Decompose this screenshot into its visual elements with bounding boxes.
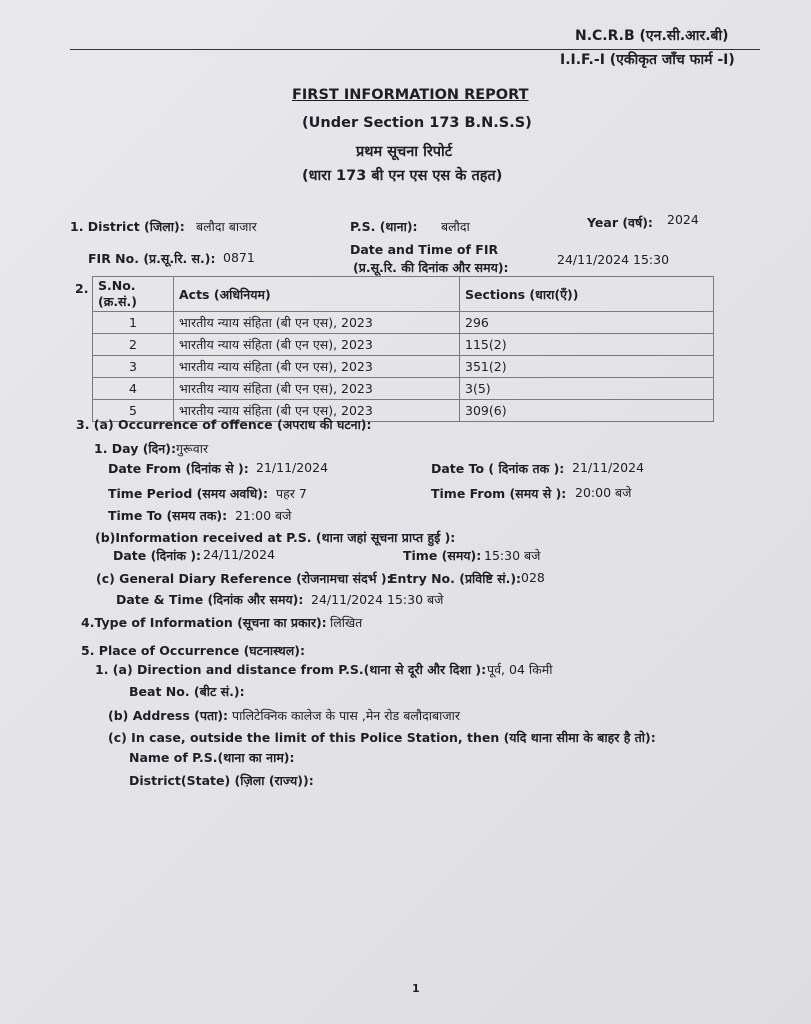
year-label: Year (वर्ष):	[587, 215, 653, 230]
section-cell: 309(6)	[460, 400, 714, 422]
time-period-label: Time Period (समय अवधि):	[108, 486, 269, 501]
fir-datetime-label-hi: (प्र.सू.रि. की दिनांक और समय):	[353, 260, 509, 275]
form-code-header: I.I.F.-I (एकीकृत जाँच फार्म -I)	[560, 52, 735, 68]
time-from-value: 20:00 बजे	[575, 485, 632, 500]
day-value: गुरूवार	[176, 441, 209, 456]
info-date-label: Date (दिनांक ):	[113, 548, 202, 563]
document-title-hi: प्रथम सूचना रिपोर्ट	[356, 144, 453, 160]
fir-number-value: 0871	[223, 250, 255, 265]
info-type-label: 4.Type of Information (सूचना का प्रकार):	[81, 615, 327, 630]
sno-cell: 4	[93, 378, 174, 400]
place-heading: 5. Place of Occurrence (घटनास्थल):	[81, 643, 305, 658]
occurrence-heading: 3. (a) Occurrence of offence (अपराध की घटना):	[76, 417, 372, 432]
time-to-value: 21:00 बजे	[235, 508, 292, 523]
section-cell: 3(5)	[460, 378, 714, 400]
date-to-value: 21/11/2024	[572, 460, 645, 475]
section-cell: 351(2)	[460, 356, 714, 378]
fir-number-label: FIR No. (प्र.सू.रि. स.):	[88, 251, 216, 266]
act-cell: भारतीय न्याय संहिता (बी एन एस), 2023	[174, 312, 460, 334]
document-subtitle-en: (Under Section 173 B.N.S.S)	[302, 115, 532, 131]
info-date-value: 24/11/2024	[203, 547, 276, 562]
sections-header: Sections (धारा(एँ))	[460, 277, 714, 312]
gd-entry-value: 028	[521, 570, 545, 585]
sno-cell: 3	[93, 356, 174, 378]
sno-cell: 5	[93, 400, 174, 422]
district-label: 1. District (जिला):	[70, 219, 185, 234]
info-type-value: लिखित	[330, 615, 363, 630]
act-cell: भारतीय न्याय संहिता (बी एन एस), 2023	[174, 356, 460, 378]
time-from-label: Time From (समय से ):	[431, 486, 567, 501]
acts-header: Acts (अधिनियम)	[174, 277, 460, 312]
ps-name-label: Name of P.S.(थाना का नाम):	[129, 750, 295, 765]
district-state-label: District(State) (ज़िला (राज्य)):	[129, 773, 314, 788]
info-time-value: 15:30 बजे	[484, 548, 541, 563]
sno-header: S.No. (क्र.सं.)	[93, 277, 174, 312]
section-2-number: 2.	[75, 281, 89, 296]
page-number: 1	[412, 982, 420, 995]
table-row	[93, 334, 714, 356]
day-label: 1. Day (दिन):	[94, 441, 176, 456]
document-title: FIRST INFORMATION REPORT	[292, 87, 529, 103]
act-cell: भारतीय न्याय संहिता (बी एन एस), 2023	[174, 400, 460, 422]
table-row	[93, 378, 714, 400]
direction-distance-value: पूर्व, 04 किमी	[487, 662, 553, 677]
fir-datetime-label: Date and Time of FIR	[350, 242, 499, 257]
table-row	[93, 312, 714, 334]
gd-reference-label: (c) General Diary Reference (रोजनामचा संदर्भ ):	[96, 571, 392, 586]
address-label: (b) Address (पता):	[108, 708, 229, 723]
year-value: 2024	[667, 212, 699, 227]
ps-label: P.S. (थाना):	[350, 219, 418, 234]
ps-value: बलौदा	[441, 219, 470, 234]
acts-sections-table	[92, 276, 714, 422]
ncrb-header: N.C.R.B (एन.सी.आर.बी)	[575, 28, 729, 44]
date-from-value: 21/11/2024	[256, 460, 329, 475]
direction-distance-label: 1. (a) Direction and distance from P.S.(थाना से दूरी और दिशा ):	[95, 662, 487, 677]
info-time-label: Time (समय):	[403, 548, 482, 563]
gd-entry-label: Entry No. (प्रविष्टि सं.):	[389, 571, 522, 586]
table-row	[93, 356, 714, 378]
act-cell: भारतीय न्याय संहिता (बी एन एस), 2023	[174, 334, 460, 356]
outside-limit-label: (c) In case, outside the limit of this Police Station, then (यदि थाना सीमा के बाहर है तो):	[108, 730, 656, 745]
table-header-row	[93, 277, 714, 312]
time-to-label: Time To (समय तक):	[108, 508, 228, 523]
time-period-value: पहर 7	[276, 486, 307, 501]
act-cell: भारतीय न्याय संहिता (बी एन एस), 2023	[174, 378, 460, 400]
gd-datetime-label: Date & Time (दिनांक और समय):	[116, 592, 304, 607]
fir-datetime-value: 24/11/2024 15:30	[557, 252, 670, 267]
date-to-label: Date To ( दिनांक तक ):	[431, 461, 565, 476]
district-value: बलौदा बाजार	[196, 219, 257, 234]
sno-cell: 1	[93, 312, 174, 334]
sno-cell: 2	[93, 334, 174, 356]
beat-no-label: Beat No. (बीट सं.):	[129, 684, 245, 699]
gd-datetime-value: 24/11/2024 15:30 बजे	[311, 592, 444, 607]
address-value: पालिटेक्निक कालेज के पास ,मेन रोड बलौदाबाजार	[232, 708, 460, 723]
date-from-label: Date From (दिनांक से ):	[108, 461, 249, 476]
section-cell: 115(2)	[460, 334, 714, 356]
section-cell: 296	[460, 312, 714, 334]
info-received-label: (b)Information received at P.S. (थाना जहां सूचना प्राप्त हुई ):	[95, 530, 456, 545]
document-subtitle-hi: (धारा 173 बी एन एस एस के तहत)	[302, 168, 503, 184]
